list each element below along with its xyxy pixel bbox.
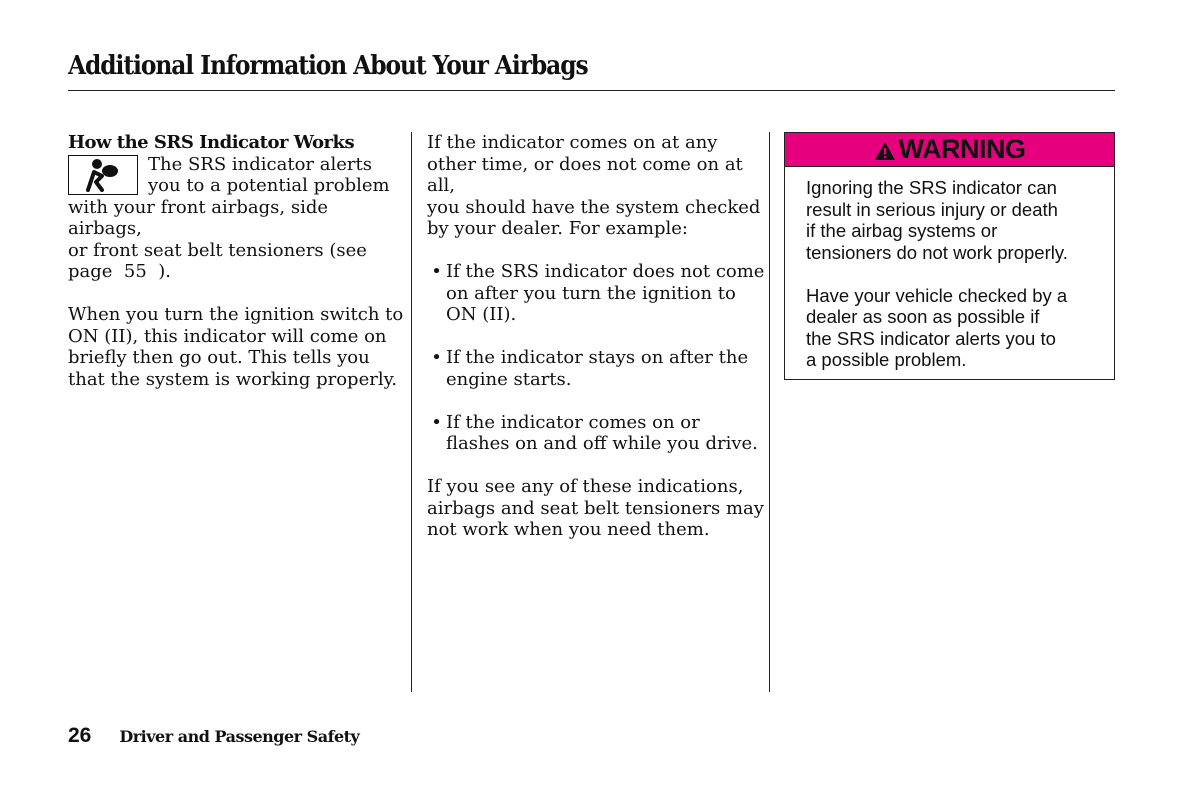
indicator-text-line: you to a potential problem (148, 175, 390, 196)
bullet-dot: • (431, 411, 442, 433)
intro-line: by your dealer. For example: (427, 218, 688, 239)
ignition-text-line: ON (II), this indicator will come on (68, 325, 387, 347)
ignition-text-line: briefly then go out. This tells you (68, 347, 370, 368)
warning-text-line: Have your vehicle checked by a (806, 284, 1068, 306)
bullet-item (427, 347, 767, 390)
warning-text-line: a possible problem. (806, 349, 967, 370)
page-title: Additional Information About Your Airbags (68, 51, 588, 81)
bullet-item (427, 412, 767, 455)
ignition-text-line: When you turn the ignition switch to (68, 304, 404, 325)
intro-line: If the indicator comes on at any (427, 132, 718, 153)
warning-triangle-icon (874, 141, 896, 161)
warning-text-line: result in serious injury or death (806, 198, 1058, 220)
bullet-dot: • (431, 347, 442, 368)
indicator-text-line: or front seat belt tensioners (see (68, 239, 367, 261)
page-footer (68, 724, 359, 748)
closing-line: airbags and seat belt tensioners may (427, 497, 764, 519)
intro-line: other time, or does not come on at all, (427, 153, 743, 196)
warning-text-line: if the airbag systems or (806, 220, 998, 241)
warning-label: WARNING (898, 134, 1026, 164)
indicator-text-line: The SRS indicator alerts (148, 153, 372, 175)
warning-box (784, 132, 1115, 380)
bullet-text-line: flashes on and off while you drive. (446, 433, 758, 454)
footer-section-title: Driver and Passenger Safety (119, 727, 360, 746)
column-divider (769, 132, 770, 692)
indicator-text-line: page 55 ). (68, 261, 171, 282)
warning-text-line: tensioners do not work properly. (806, 241, 1068, 263)
title-rule (68, 90, 1115, 91)
warning-text-line: the SRS indicator alerts you to (806, 327, 1056, 349)
indicator-text-line: with your front airbags, side airbags, (68, 196, 329, 239)
warning-text-line: Ignoring the SRS indicator can (806, 177, 1057, 198)
bullet-item (427, 261, 767, 326)
bullet-text-line: ON (II). (446, 304, 517, 325)
warning-header (785, 133, 1114, 167)
bullet-dot: • (431, 261, 442, 282)
section-subheading: How the SRS Indicator Works (68, 132, 355, 153)
warning-text-line: dealer as soon as possible if (806, 306, 1040, 327)
bullet-text-line: If the indicator stays on after the (446, 347, 749, 368)
column-left (68, 132, 404, 390)
column-middle (427, 132, 767, 541)
bullet-text-line: If the SRS indicator does not come (446, 261, 765, 282)
warning-body (785, 167, 1114, 371)
bullet-text-line: on after you turn the ignition to (446, 282, 736, 304)
ignition-text-line: that the system is working properly. (68, 368, 398, 390)
closing-line: If you see any of these indications, (427, 476, 744, 497)
page-number: 26 (68, 724, 92, 747)
airbag-passenger-icon (68, 155, 138, 195)
intro-line: you should have the system checked (427, 196, 761, 218)
bullet-text-line: engine starts. (446, 368, 572, 390)
column-divider (411, 132, 412, 692)
closing-line: not work when you need them. (427, 519, 710, 540)
bullet-text-line: If the indicator comes on or (446, 411, 700, 433)
